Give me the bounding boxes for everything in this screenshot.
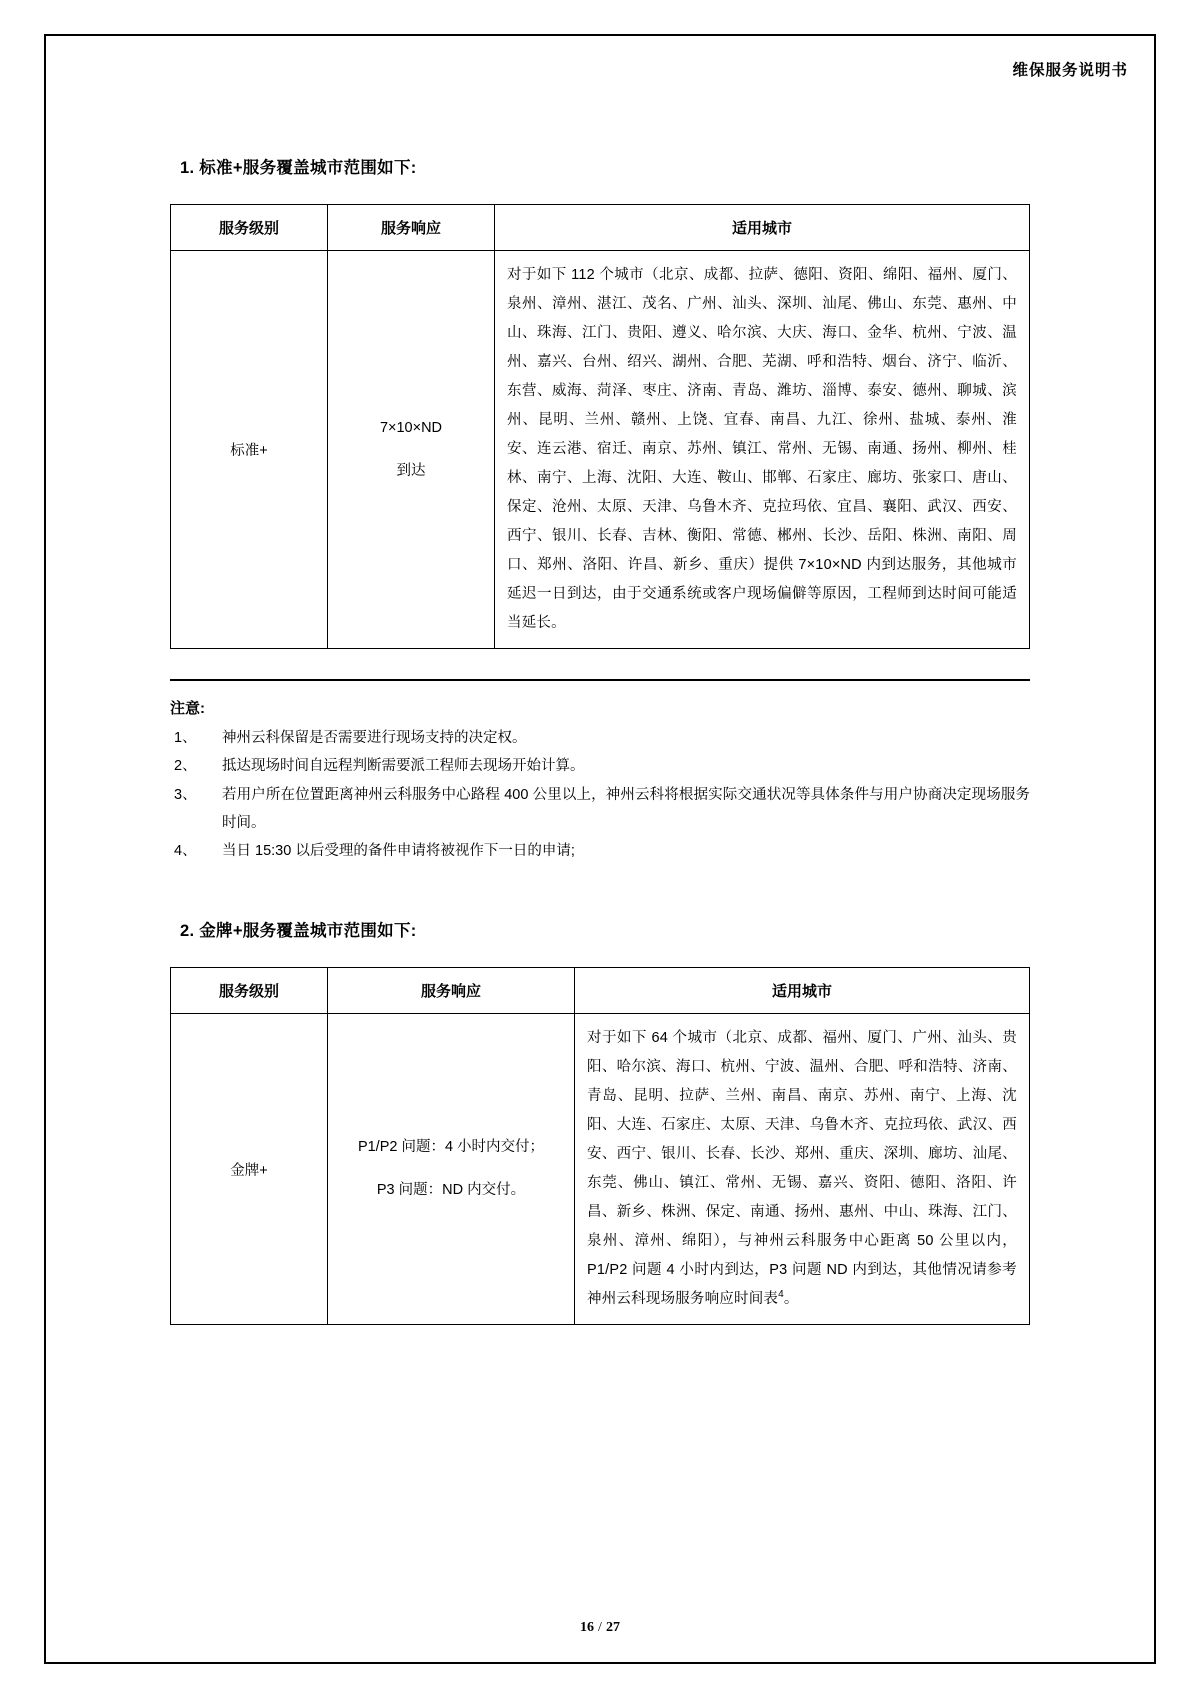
list-item-number: 4、 [174, 843, 197, 860]
response-line-1: P1/P2 问题：4 小时内交付； [357, 1139, 545, 1156]
table-header-service-level: 服务级别 [171, 205, 328, 251]
footnote-marker: 4 [778, 1289, 784, 1301]
section-1-title: 1. 标准+服务覆盖城市范围如下: [180, 159, 417, 177]
list-item-text: 抵达现场时间自远程判断需要派工程师去现场开始计算。 [222, 758, 585, 775]
cell-service-level: 金牌+ [171, 1014, 328, 1325]
response-line-1: 7×10×ND [379, 419, 443, 436]
page-footer [0, 1620, 1200, 1636]
cell-service-response [328, 1014, 575, 1325]
gold-plus-coverage-table [170, 967, 1030, 1325]
table-row [171, 1014, 1030, 1325]
document-header-title: 维保服务说明书 [1012, 62, 1128, 79]
table-header-applicable-cities: 适用城市 [575, 968, 1030, 1014]
list-item [170, 724, 1030, 752]
table-row [171, 251, 1030, 649]
page-separator: / [598, 1620, 602, 1635]
cell-service-response [328, 251, 495, 649]
cell-service-level: 标准+ [171, 251, 328, 649]
table-header-applicable-cities: 适用城市 [495, 205, 1030, 251]
response-line-2: P3 问题：ND 内交付。 [376, 1182, 526, 1199]
list-item-text: 当日 15:30 以后受理的备件申请将被视作下一日的申请; [222, 843, 575, 860]
list-item-text: 神州云科保留是否需要进行现场支持的决定权。 [222, 730, 527, 746]
list-item [170, 752, 1030, 780]
list-item-text: 若用户所在位置距离神州云科服务中心路程 400 公里以上，神州云科将根据实际交通状况等具体条件与用户协商决定现场服务时间。 [222, 786, 1030, 831]
total-page-number: 27 [605, 1620, 620, 1635]
notice-divider [170, 679, 1030, 681]
response-line-2: 到达 [396, 462, 426, 479]
table-header-service-level: 服务级别 [171, 968, 328, 1014]
section-2-title: 2. 金牌+服务覆盖城市范围如下: [180, 922, 417, 941]
table-header-service-response: 服务响应 [328, 205, 495, 251]
list-item-number: 2、 [174, 758, 197, 775]
list-item [170, 781, 1030, 838]
current-page-number: 16 [580, 1620, 595, 1635]
list-item [170, 837, 1030, 865]
notice-title: 注意: [170, 700, 205, 717]
cell-applicable-cities: 对于如下 112 个城市（北京、成都、拉萨、德阳、资阳、绵阳、福州、厦门、泉州、漳州、湛江、茂名、广州、汕头、深圳、汕尾、佛山、东莞、惠州、中山、珠海、江门、贵阳、遵义、哈尔滨、大庆、海口、金华、杭州、宁波、温州、嘉兴、台州、绍兴、湖州、合肥、芜湖、呼和浩特、烟台、济宁、临沂、东营、威海、菏泽、枣庄、济南、青岛、潍坊、淄博、泰安、德州、聊城、滨州、昆明、兰州、赣州、上饶、宜春、南昌、九江、徐州、盐城、泰州、淮安、连云港、宿迁、南京、苏州、镇江、常州、无锡、南通、扬州、柳州、桂林、南宁、上海、沈阳、大连、鞍山、邯郸、石家庄、廊坊、张家口、唐山、保定、沧州、太原、天津、乌鲁木齐、克拉玛依、宜昌、襄阳、武汉、西安、西宁、银川、长春、吉林、衡阳、常德、郴州、长沙、岳阳、株洲、南阳、周口、郑州、洛阳、许昌、新乡、重庆）提供 7×10×ND 内到达服务，其他城市延迟一日到达，由于交通系统或客户现场偏僻等原因，工程师到达时间可能适当延长。 [495, 251, 1030, 649]
table-header-row [171, 968, 1030, 1014]
list-item-number: 3、 [174, 786, 197, 803]
table-header-row [171, 205, 1030, 251]
cities-text: 对于如下 64 个城市（北京、成都、福州、厦门、广州、汕头、贵阳、哈尔滨、海口、杭州、宁波、温州、合肥、呼和浩特、济南、青岛、昆明、拉萨、兰州、南昌、南京、苏州、南宁、上海、沈阳、大连、石家庄、太原、天津、乌鲁木齐、克拉玛依、武汉、西安、西宁、银川、长春、长沙、郑州、重庆、深圳、廊坊、汕尾、东莞、佛山、镇江、常州、无锡、嘉兴、资阳、德阳、洛阳、许昌、新乡、株洲、保定、南通、扬州、惠州、中山、珠海、江门、泉州、漳州、绵阳），与神州云科服务中心距离 50 公里以内，P1/P2 问题 4 小时内到达，P3 问题 ND 内到达，其他情况请参考神州云科现场服务响应时间表 [587, 1030, 1017, 1308]
notice-list [170, 724, 1030, 865]
cell-applicable-cities [575, 1014, 1030, 1325]
page-content [50, 80, 1150, 1325]
cities-text-tail: 。 [783, 1291, 799, 1308]
table-header-service-response: 服务响应 [328, 968, 575, 1014]
list-item-number: 1、 [174, 730, 197, 746]
standard-plus-coverage-table [170, 204, 1030, 649]
